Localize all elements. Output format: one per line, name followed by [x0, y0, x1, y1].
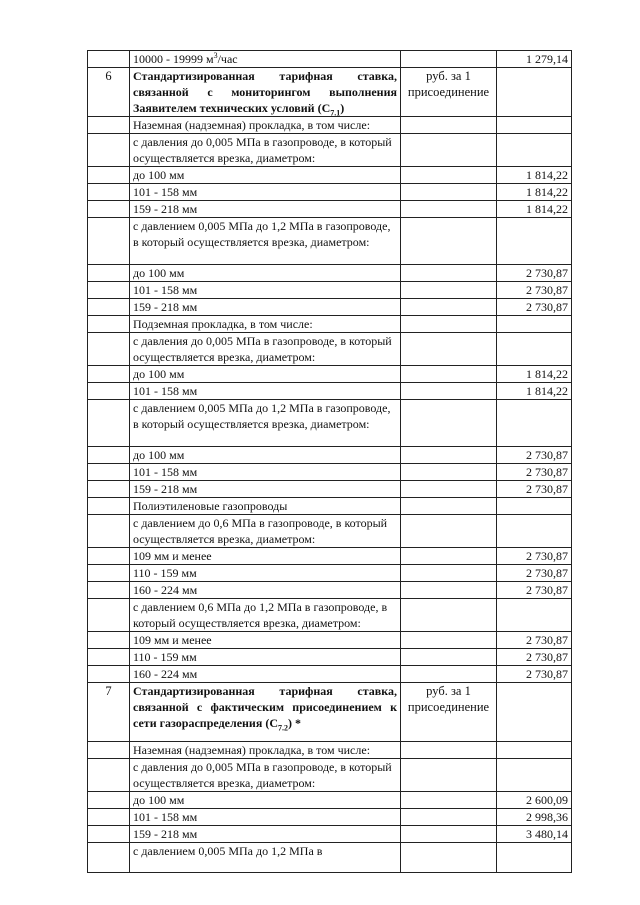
unit-cell [401, 167, 497, 184]
unit-cell [401, 282, 497, 299]
table-row [88, 792, 572, 809]
row-number-cell [88, 282, 130, 299]
unit-cell [401, 649, 497, 666]
value-cell: 2 730,87 [497, 464, 572, 481]
unit-cell [401, 565, 497, 582]
row-number-cell: 7 [88, 683, 130, 742]
table-row [88, 632, 572, 649]
row-number-cell [88, 447, 130, 464]
row-number-cell [88, 826, 130, 843]
description-cell: с давлением 0,005 МПа до 1,2 МПа в [130, 843, 401, 873]
value-cell [497, 316, 572, 333]
table-row [88, 333, 572, 366]
table-row [88, 184, 572, 201]
row-number-cell [88, 742, 130, 759]
row-number-cell: 6 [88, 68, 130, 117]
value-cell: 1 814,22 [497, 184, 572, 201]
description-cell: с давлением 0,6 МПа до 1,2 МПа в газопроводе, в который осуществляется врезка, диаметром: [130, 599, 401, 632]
description-cell: 109 мм и менее [130, 632, 401, 649]
value-cell: 2 730,87 [497, 548, 572, 565]
description-cell: Подземная прокладка, в том числе: [130, 316, 401, 333]
description-cell: 109 мм и менее [130, 548, 401, 565]
table-section-row [88, 683, 572, 742]
tariff-table-page [87, 50, 572, 873]
row-number-cell [88, 299, 130, 316]
description-cell: 159 - 218 мм [130, 481, 401, 498]
unit-cell [401, 51, 497, 68]
table-row [88, 447, 572, 464]
description-cell: до 100 мм [130, 447, 401, 464]
description-cell: 110 - 159 мм [130, 565, 401, 582]
row-number-cell [88, 599, 130, 632]
row-number-cell [88, 649, 130, 666]
unit-cell [401, 464, 497, 481]
unit-cell [401, 447, 497, 464]
value-cell [497, 742, 572, 759]
unit-cell [401, 498, 497, 515]
value-cell: 2 730,87 [497, 649, 572, 666]
row-number-cell [88, 117, 130, 134]
value-cell: 2 730,87 [497, 582, 572, 599]
row-number-cell [88, 184, 130, 201]
description-cell: 160 - 224 мм [130, 666, 401, 683]
unit-cell [401, 316, 497, 333]
description-cell: 101 - 158 мм [130, 464, 401, 481]
value-cell [497, 515, 572, 548]
table-section-row [88, 68, 572, 117]
unit-cell [401, 481, 497, 498]
table-row [88, 742, 572, 759]
description-cell: 101 - 158 мм [130, 383, 401, 400]
value-cell: 2 730,87 [497, 447, 572, 464]
unit-cell [401, 582, 497, 599]
description-cell: Полиэтиленовые газопроводы [130, 498, 401, 515]
value-cell: 2 730,87 [497, 265, 572, 282]
value-cell: 2 730,87 [497, 632, 572, 649]
description-cell: 101 - 158 мм [130, 184, 401, 201]
unit-cell: руб. за 1 присоединение [401, 68, 497, 117]
value-cell [497, 683, 572, 742]
row-number-cell [88, 582, 130, 599]
description-cell: с давления до 0,005 МПа в газопроводе, в который осуществляется врезка, диаметром: [130, 333, 401, 366]
value-cell: 1 814,22 [497, 201, 572, 218]
value-cell [497, 759, 572, 792]
row-number-cell [88, 265, 130, 282]
unit-cell [401, 400, 497, 447]
unit-cell [401, 843, 497, 873]
value-cell: 2 730,87 [497, 481, 572, 498]
row-number-cell [88, 316, 130, 333]
description-cell: Наземная (надземная) прокладка, в том числе: [130, 117, 401, 134]
value-cell: 2 730,87 [497, 282, 572, 299]
description-cell: до 100 мм [130, 167, 401, 184]
description-cell: до 100 мм [130, 792, 401, 809]
row-number-cell [88, 565, 130, 582]
table-row [88, 548, 572, 565]
value-cell [497, 68, 572, 117]
table-row [88, 515, 572, 548]
description-cell: 159 - 218 мм [130, 299, 401, 316]
value-cell: 1 814,22 [497, 366, 572, 383]
unit-cell [401, 201, 497, 218]
row-number-cell [88, 464, 130, 481]
row-number-cell [88, 201, 130, 218]
description-cell: 159 - 218 мм [130, 201, 401, 218]
table-row [88, 826, 572, 843]
table-row [88, 218, 572, 265]
unit-cell [401, 548, 497, 565]
row-number-cell [88, 843, 130, 873]
unit-cell [401, 826, 497, 843]
table-row [88, 809, 572, 826]
row-number-cell [88, 366, 130, 383]
unit-cell [401, 809, 497, 826]
value-cell [497, 134, 572, 167]
value-cell: 1 814,22 [497, 383, 572, 400]
row-number-cell [88, 333, 130, 366]
table-row [88, 167, 572, 184]
value-cell [497, 333, 572, 366]
description-cell: 159 - 218 мм [130, 826, 401, 843]
description-cell: с давлением до 0,6 МПа в газопроводе, в который осуществляется врезка, диаметром: [130, 515, 401, 548]
table-row [88, 316, 572, 333]
unit-cell [401, 666, 497, 683]
value-cell: 1 279,14 [497, 51, 572, 68]
description-cell: 10000 - 19999 $м^3$/час [130, 51, 401, 68]
description-cell: с давления до 0,005 МПа в газопроводе, в который осуществляется врезка, диаметром: [130, 134, 401, 167]
row-number-cell [88, 481, 130, 498]
row-number-cell [88, 383, 130, 400]
row-number-cell [88, 666, 130, 683]
unit-cell [401, 184, 497, 201]
row-number-cell [88, 400, 130, 447]
unit-cell [401, 218, 497, 265]
table-row [88, 201, 572, 218]
table-row [88, 383, 572, 400]
table-row [88, 265, 572, 282]
row-number-cell [88, 51, 130, 68]
unit-cell [401, 632, 497, 649]
value-cell: 2 730,87 [497, 666, 572, 683]
unit-cell [401, 366, 497, 383]
table-row [88, 282, 572, 299]
value-cell: 2 998,36 [497, 809, 572, 826]
table-row [88, 649, 572, 666]
row-number-cell [88, 792, 130, 809]
value-cell: 2 730,87 [497, 565, 572, 582]
unit-cell [401, 134, 497, 167]
unit-cell [401, 333, 497, 366]
value-cell: 2 730,87 [497, 299, 572, 316]
row-number-cell [88, 218, 130, 265]
table-row [88, 843, 572, 873]
table-row [88, 481, 572, 498]
description-cell: до 100 мм [130, 366, 401, 383]
table-row [88, 51, 572, 68]
description-cell: Стандартизированная тарифная ставка, связанной с мониторингом выполнения Заявителем технических условий $(С_{7.1})$ [130, 68, 401, 117]
table-row [88, 666, 572, 683]
value-cell: 2 600,09 [497, 792, 572, 809]
table-row [88, 759, 572, 792]
description-cell: Стандартизированная тарифная ставка, связанной с фактическим присоединением к сети газораспределения $(С_{7.2})$ * [130, 683, 401, 742]
unit-cell [401, 265, 497, 282]
tariff-table [87, 50, 572, 873]
row-number-cell [88, 809, 130, 826]
description-cell: с давлением 0,005 МПа до 1,2 МПа в газопроводе, в который осуществляется врезка, диаметром: [130, 218, 401, 265]
unit-cell: руб. за 1 присоединение [401, 683, 497, 742]
row-number-cell [88, 134, 130, 167]
unit-cell [401, 759, 497, 792]
table-row [88, 117, 572, 134]
table-row [88, 134, 572, 167]
table-row [88, 299, 572, 316]
unit-cell [401, 117, 497, 134]
table-row [88, 565, 572, 582]
unit-cell [401, 742, 497, 759]
unit-cell [401, 515, 497, 548]
value-cell [497, 400, 572, 447]
value-cell [497, 599, 572, 632]
row-number-cell [88, 548, 130, 565]
value-cell [497, 218, 572, 265]
table-row [88, 464, 572, 481]
table-row [88, 599, 572, 632]
value-cell [497, 117, 572, 134]
description-cell: с давления до 0,005 МПа в газопроводе, в который осуществляется врезка, диаметром: [130, 759, 401, 792]
row-number-cell [88, 167, 130, 184]
description-cell: 101 - 158 мм [130, 809, 401, 826]
description-cell: 101 - 158 мм [130, 282, 401, 299]
table-row [88, 582, 572, 599]
description-cell: Наземная (надземная) прокладка, в том числе: [130, 742, 401, 759]
value-cell: 3 480,14 [497, 826, 572, 843]
value-cell [497, 843, 572, 873]
value-cell: 1 814,22 [497, 167, 572, 184]
table-row [88, 498, 572, 515]
table-row [88, 366, 572, 383]
value-cell [497, 498, 572, 515]
unit-cell [401, 299, 497, 316]
description-cell: 160 - 224 мм [130, 582, 401, 599]
row-number-cell [88, 515, 130, 548]
description-cell: до 100 мм [130, 265, 401, 282]
row-number-cell [88, 759, 130, 792]
tariff-table-body [88, 51, 572, 873]
row-number-cell [88, 498, 130, 515]
row-number-cell [88, 632, 130, 649]
table-row [88, 400, 572, 447]
unit-cell [401, 599, 497, 632]
unit-cell [401, 792, 497, 809]
description-cell: 110 - 159 мм [130, 649, 401, 666]
unit-cell [401, 383, 497, 400]
description-cell: с давлением 0,005 МПа до 1,2 МПа в газопроводе, в который осуществляется врезка, диаметром: [130, 400, 401, 447]
